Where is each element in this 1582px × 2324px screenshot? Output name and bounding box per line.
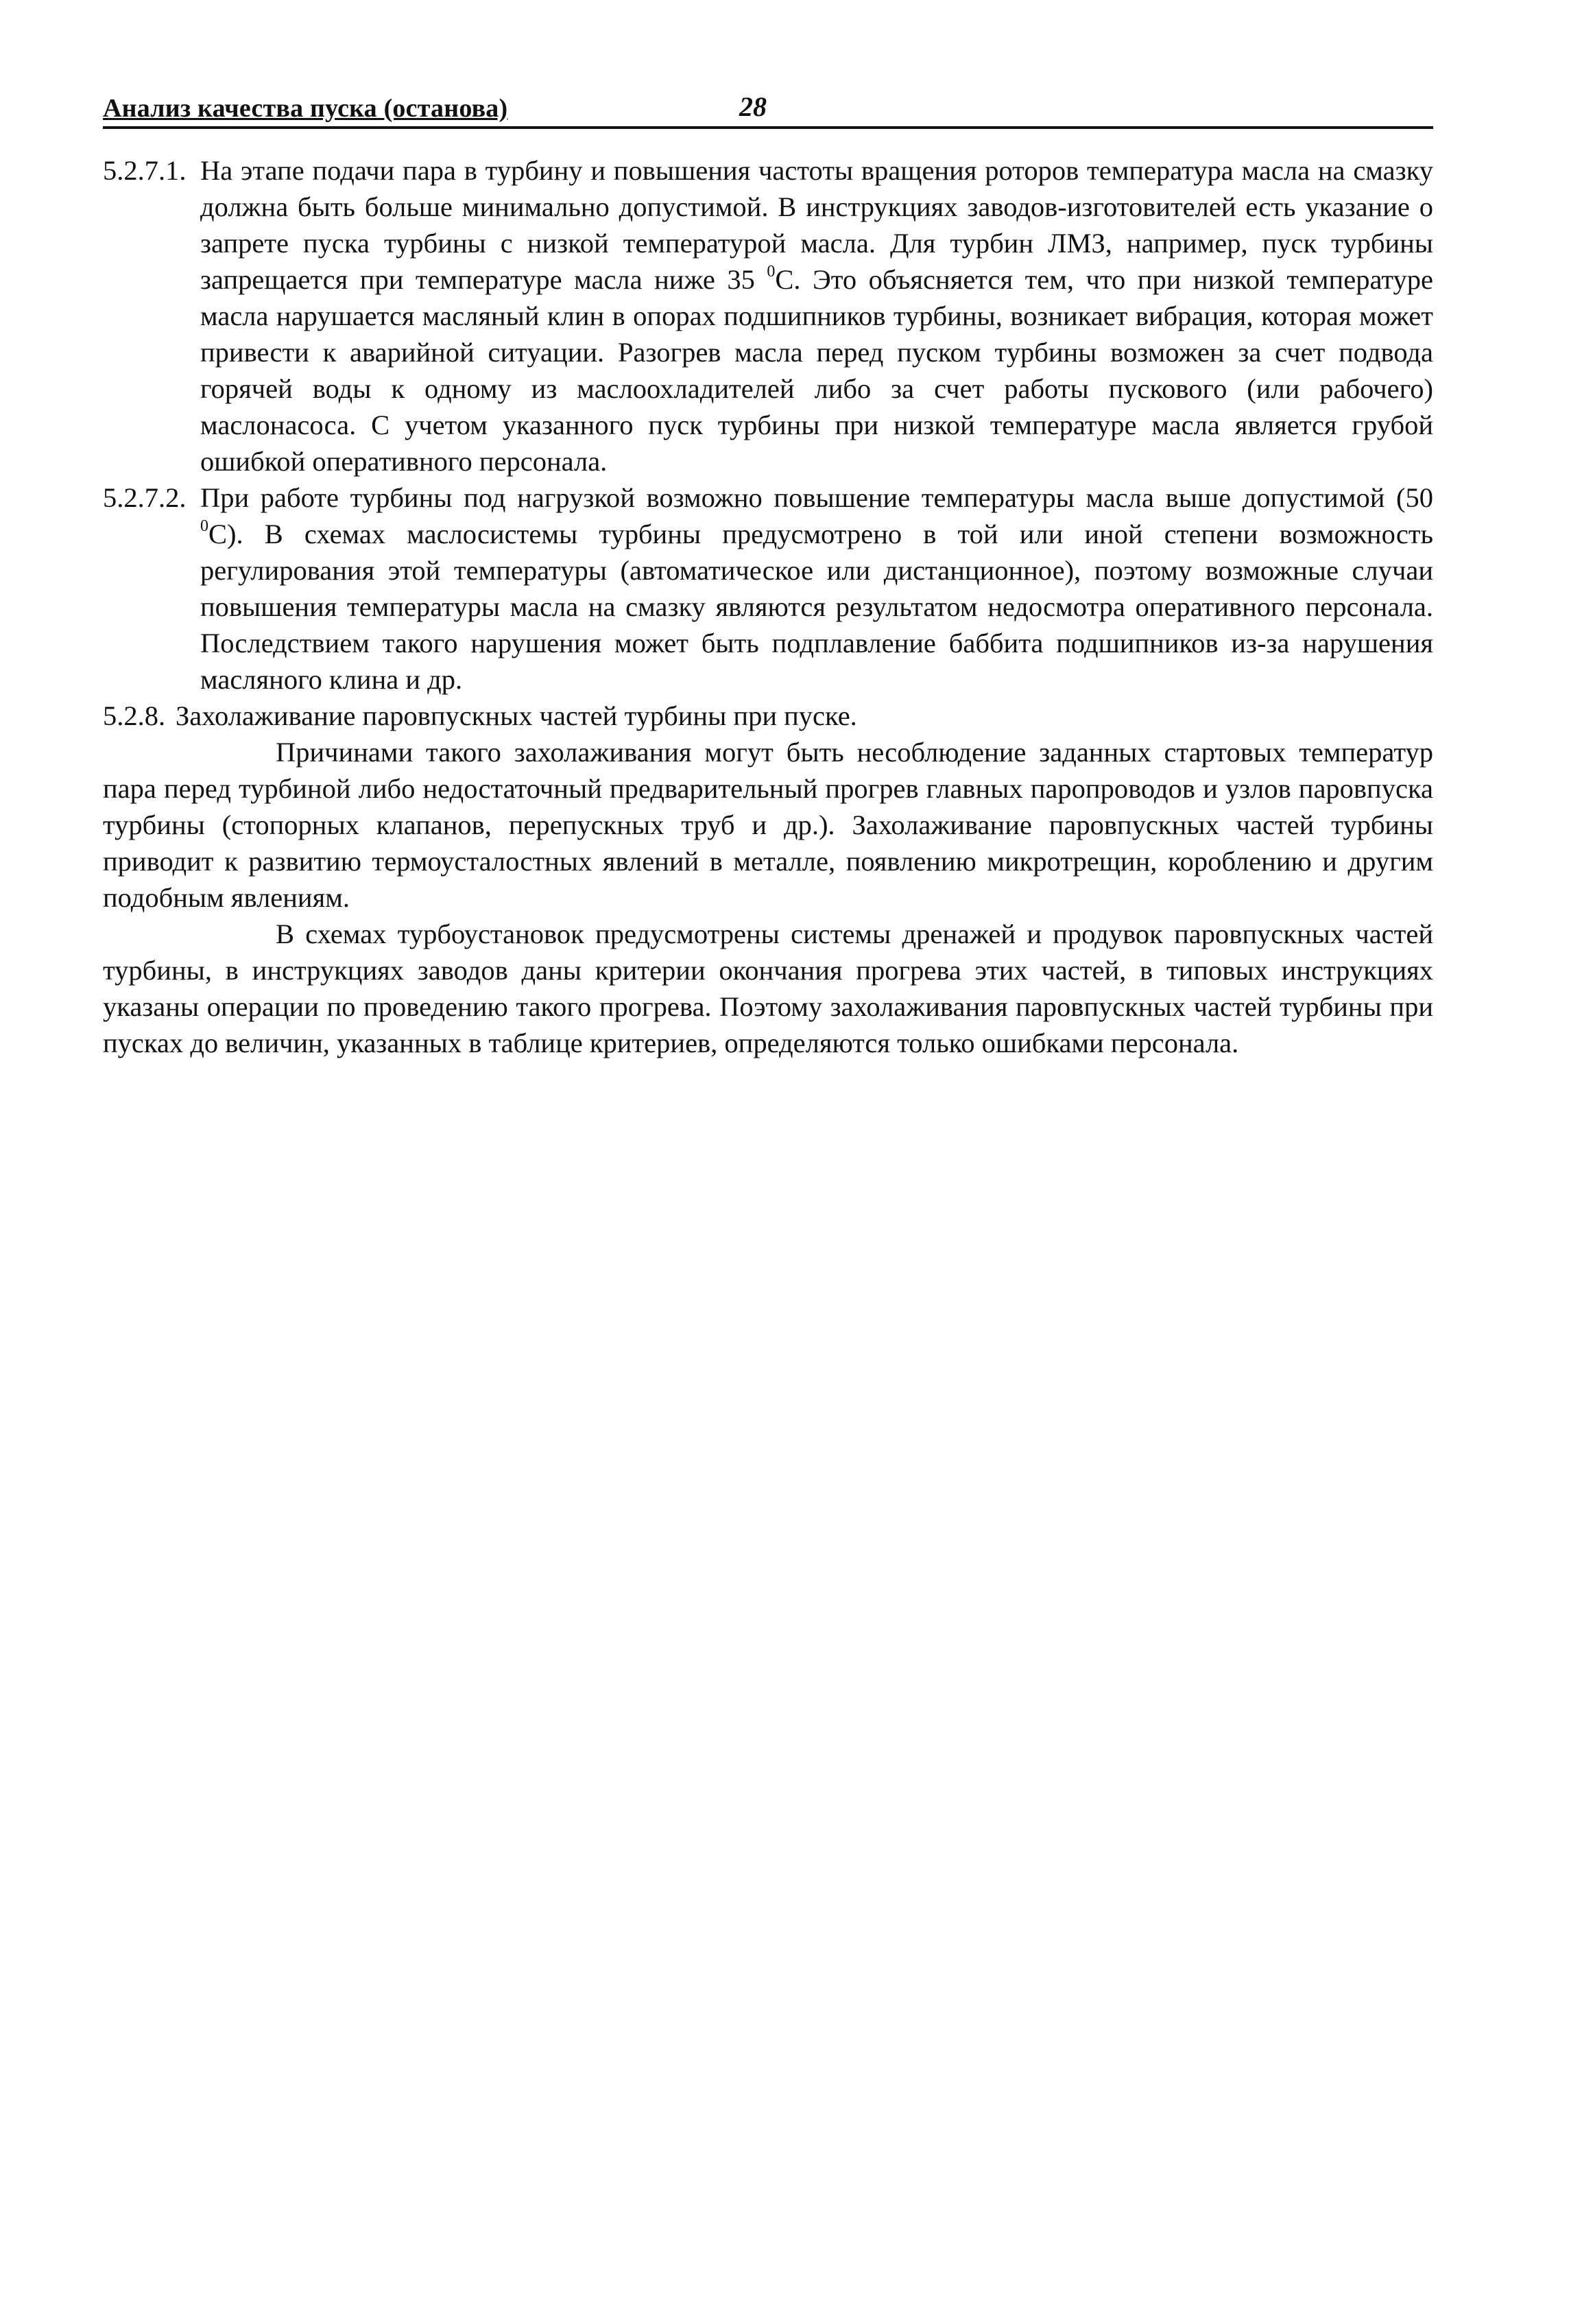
section-text: При работе турбины под нагрузкой возможно повышение температуры масла выше допустимой (50 [200, 482, 1433, 513]
running-title: Анализ качества пуска (останова) [103, 94, 508, 123]
section-text-cont: С). В схемах маслосистемы турбины предусмотрено в той или иной степени возможность регулирования этой температуры (автоматическое или дистанционное), поэтому возможные случаи повышения температуры масла на смазку являются результатом недосмотра оперативного персонала. Последствием такого нарушения может быть подплавление баббита подшипников из-за нарушения масляного клина и др. [200, 519, 1433, 695]
body-paragraph: В схемах турбоустановок предусмотрены системы дренажей и продувок паровпускных частей турбины, в инструкциях заводов даны критерии окончания прогрева этих частей, в типовых инструкциях указаны операции по проведению такого прогрева. Поэтому захолаживания паровпускных частей турбины при пусках до величин, указанных в таблице критериев, определяются только ошибками персонала. [103, 918, 1433, 1058]
section-5-2-8 [103, 698, 1433, 734]
section-number: 5.2.7.1. [103, 155, 187, 186]
degree-sign: 0 [200, 517, 208, 535]
page-header [103, 91, 1433, 129]
page-body [103, 152, 1433, 1061]
section-heading-text: Захолаживание паровпускных частей турбины при пуске. [176, 700, 857, 731]
section-5-2-7-1 [103, 152, 1433, 479]
section-text: На этапе подачи пара в турбину и повышения частоты вращения роторов температура масла на смазку должна быть больше минимально допустимой. В инструкциях заводов-изготовителей есть указание о запрете пуска турбины с низкой температурой масла. Для турбин ЛМЗ, например, пуск турбины запрещается при температуре масла ниже 35 [200, 155, 1433, 295]
section-5-2-7-2 [103, 479, 1433, 698]
section-number: 5.2.8. [103, 700, 166, 731]
page-number: 28 [739, 91, 767, 122]
body-paragraph: Причинами такого захолаживания могут быть несоблюдение заданных стартовых температур пара перед турбиной либо недостаточный предварительный прогрев главных паропроводов и узлов паровпуска турбины (стопорных клапанов, перепускных труб и др.). Захолаживание паровпускных частей турбины приводит к развитию термоусталостных явлений в металле, появлению микротрещин, короблению и другим подобным явлениям. [103, 737, 1433, 913]
section-text-cont: С. Это объясняется тем, что при низкой температуре масла нарушается масляный клин в опорах подшипников турбины, возникает вибрация, которая может привести к аварийной ситуации. Разогрев масла перед пуском турбины возможен за счет подвода горячей воды к одному из маслоохладителей либо за счет работы пускового (или рабочего) маслонасоса. С учетом указанного пуск турбины при низкой температуре масла является грубой ошибкой оперативного персонала. [200, 264, 1434, 477]
section-number: 5.2.7.2. [103, 482, 187, 513]
degree-sign: 0 [767, 263, 776, 281]
